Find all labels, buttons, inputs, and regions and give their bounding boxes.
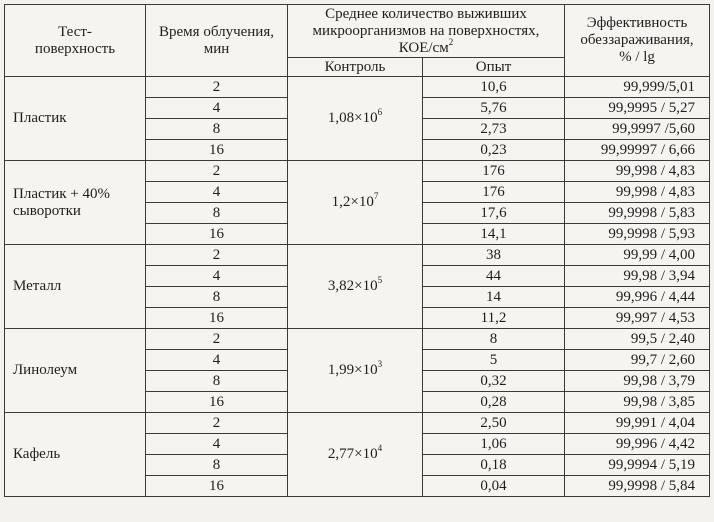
table-row (5, 329, 710, 350)
header-average (288, 5, 565, 58)
time-cell: 2 (146, 413, 288, 434)
control-exponent: 5 (377, 275, 383, 285)
time-cell: 16 (146, 308, 288, 329)
experiment-cell: 11,2 (423, 308, 565, 329)
surface-cell: Кафель (5, 413, 146, 497)
efficiency-cell: 99,7 / 2,60 (565, 350, 710, 371)
control-exponent: 3 (377, 359, 383, 369)
experiment-cell: 2,50 (423, 413, 565, 434)
experiment-cell: 10,6 (423, 77, 565, 98)
surface-cell: Пластик + 40% сыворотки (5, 161, 146, 245)
time-cell: 8 (146, 371, 288, 392)
experiment-cell: 38 (423, 245, 565, 266)
efficiency-cell: 99,9998 / 5,83 (565, 203, 710, 224)
table-body (5, 77, 710, 497)
experiment-cell: 44 (423, 266, 565, 287)
experiment-cell: 2,73 (423, 119, 565, 140)
header-control: Контроль (288, 58, 423, 77)
efficiency-cell: 99,98 / 3,79 (565, 371, 710, 392)
time-cell: 16 (146, 476, 288, 497)
experiment-cell: 176 (423, 161, 565, 182)
efficiency-cell: 99,9997 /5,60 (565, 119, 710, 140)
time-cell: 16 (146, 392, 288, 413)
table-row (5, 77, 710, 98)
control-value: 3,82×10 (327, 278, 378, 294)
experiment-cell: 0,28 (423, 392, 565, 413)
efficiency-cell: 99,9998 / 5,84 (565, 476, 710, 497)
control-value: 1,08×10 (327, 110, 378, 126)
experiment-cell: 0,18 (423, 455, 565, 476)
experiment-cell: 5 (423, 350, 565, 371)
efficiency-cell: 99,99997 / 6,66 (565, 140, 710, 161)
efficiency-cell: 99,991 / 4,04 (565, 413, 710, 434)
efficiency-cell: 99,98 / 3,85 (565, 392, 710, 413)
experiment-cell: 0,04 (423, 476, 565, 497)
surface-cell: Линолеум (5, 329, 146, 413)
efficiency-cell: 99,997 / 4,53 (565, 308, 710, 329)
results-table (4, 4, 710, 497)
header-time: Время облучения, мин (146, 5, 288, 77)
time-cell: 16 (146, 140, 288, 161)
time-cell: 4 (146, 98, 288, 119)
table-row (5, 245, 710, 266)
control-cell (288, 329, 423, 413)
time-cell: 8 (146, 119, 288, 140)
efficiency-cell: 99,998 / 4,83 (565, 161, 710, 182)
experiment-cell: 0,23 (423, 140, 565, 161)
header-average-sup: 2 (448, 36, 454, 47)
control-cell (288, 161, 423, 245)
experiment-cell: 14,1 (423, 224, 565, 245)
efficiency-cell: 99,996 / 4,44 (565, 287, 710, 308)
time-cell: 4 (146, 266, 288, 287)
control-cell (288, 245, 423, 329)
surface-cell: Пластик (5, 77, 146, 161)
header-surface: Тест-поверхность (5, 5, 146, 77)
experiment-cell: 176 (423, 182, 565, 203)
time-cell: 8 (146, 455, 288, 476)
experiment-cell: 8 (423, 329, 565, 350)
experiment-cell: 0,32 (423, 371, 565, 392)
header-average-text: Среднее количество выживших микроорганизмов на поверхностях, КОЕ/см (312, 5, 540, 56)
experiment-cell: 1,06 (423, 434, 565, 455)
header-efficiency: Эффективность обеззараживания, % / lg (565, 5, 710, 77)
header-experiment: Опыт (423, 58, 565, 77)
efficiency-cell: 99,98 / 3,94 (565, 266, 710, 287)
control-value: 2,77×10 (327, 446, 378, 462)
time-cell: 2 (146, 77, 288, 98)
control-value: 1,2×10 (331, 194, 374, 210)
efficiency-cell: 99,99 / 4,00 (565, 245, 710, 266)
efficiency-cell: 99,996 / 4,42 (565, 434, 710, 455)
table-row (5, 413, 710, 434)
control-exponent: 7 (373, 191, 379, 201)
time-cell: 8 (146, 287, 288, 308)
control-cell (288, 77, 423, 161)
surface-cell: Металл (5, 245, 146, 329)
efficiency-cell: 99,9995 / 5,27 (565, 98, 710, 119)
experiment-cell: 17,6 (423, 203, 565, 224)
time-cell: 4 (146, 182, 288, 203)
time-cell: 16 (146, 224, 288, 245)
table-row (5, 161, 710, 182)
efficiency-cell: 99,9998 / 5,93 (565, 224, 710, 245)
experiment-cell: 14 (423, 287, 565, 308)
efficiency-cell: 99,998 / 4,83 (565, 182, 710, 203)
time-cell: 2 (146, 329, 288, 350)
time-cell: 4 (146, 434, 288, 455)
control-cell (288, 413, 423, 497)
time-cell: 2 (146, 245, 288, 266)
control-exponent: 6 (377, 107, 383, 117)
table-wrapper (4, 4, 710, 497)
time-cell: 4 (146, 350, 288, 371)
efficiency-cell: 99,9994 / 5,19 (565, 455, 710, 476)
time-cell: 2 (146, 161, 288, 182)
control-exponent: 4 (377, 443, 383, 453)
time-cell: 8 (146, 203, 288, 224)
efficiency-cell: 99,5 / 2,40 (565, 329, 710, 350)
efficiency-cell: 99,999/5,01 (565, 77, 710, 98)
control-value: 1,99×10 (327, 362, 378, 378)
experiment-cell: 5,76 (423, 98, 565, 119)
